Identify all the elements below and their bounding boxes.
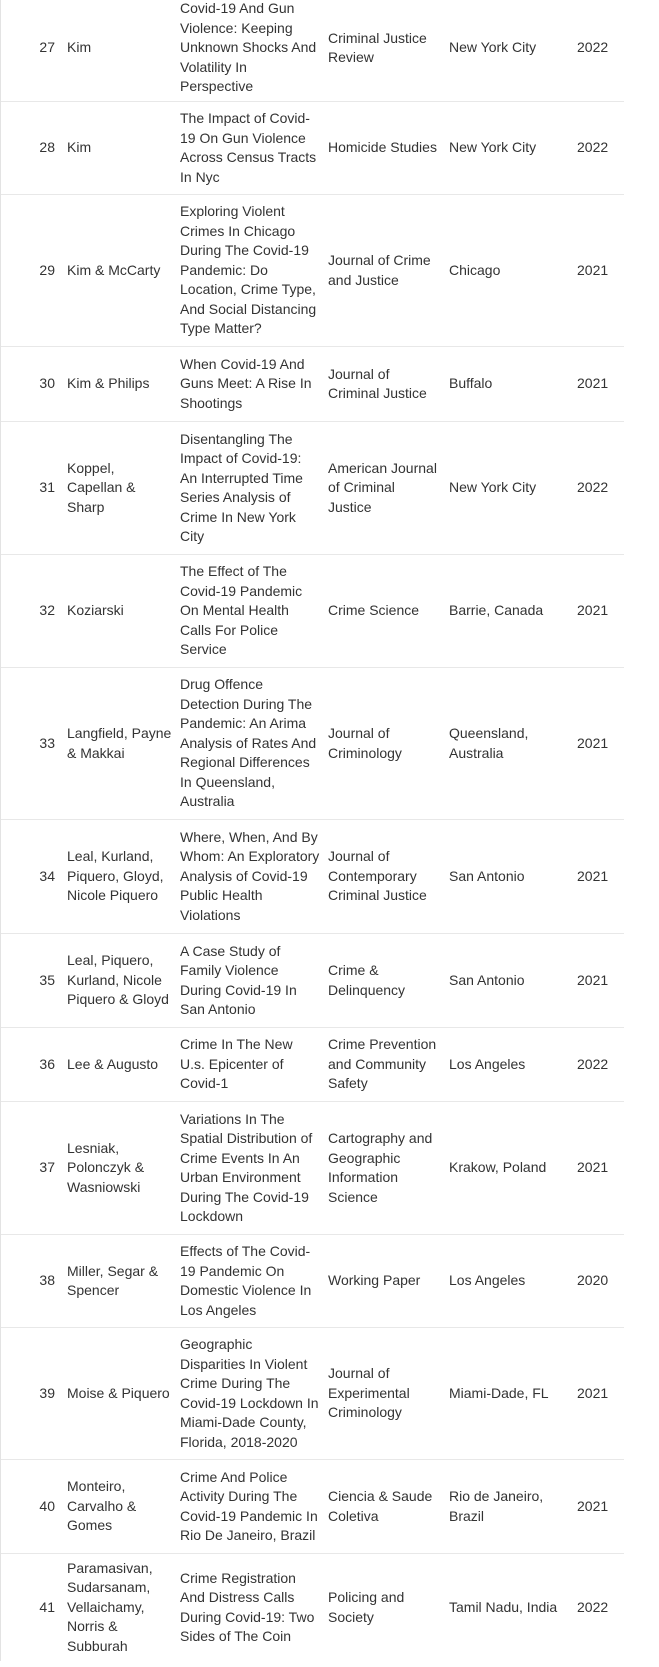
title-cell: The Impact of Covid-19 On Gun Violence Across Census Tracts In Nyc [180, 110, 317, 185]
title-cell: The Effect of The Covid-19 Pandemic On Mental Health Calls For Police Service [180, 563, 303, 658]
table-row [1, 1028, 624, 1102]
table-row [1, 1554, 624, 1661]
row-number: 27 [39, 39, 55, 56]
row-number: 41 [39, 1598, 55, 1615]
year-cell: 2021 [577, 971, 609, 988]
author-cell: Koziarski [67, 602, 124, 619]
author-cell: Langfield, Payne & Makkai [67, 725, 172, 761]
table-row [1, 0, 624, 102]
table-row [1, 668, 624, 820]
title-cell: Variations In The Spatial Distribution of Crime Events In An Urban Environment During The Covid-19 Lockdown [180, 1110, 313, 1224]
location-cell: Buffalo [449, 375, 493, 392]
journal-cell: Criminal Justice Review [328, 29, 427, 65]
title-cell: A Case Study of Family Violence During Covid-19 In San Antonio [180, 942, 297, 1017]
journal-cell: Policing and Society [328, 1589, 405, 1625]
journal-cell: American Journal of Criminal Justice [328, 459, 437, 515]
location-cell: New York City [449, 39, 537, 56]
author-cell: Kim [67, 39, 92, 56]
author-cell: Koppel, Capellan & Sharp [67, 459, 136, 515]
year-cell: 2022 [577, 1598, 609, 1615]
author-cell: Moise & Piquero [67, 1384, 170, 1401]
author-cell: Leal, Piquero, Kurland, Nicole Piquero & Gloyd [67, 952, 169, 1008]
journal-cell: Crime Science [328, 602, 420, 619]
location-cell: Barrie, Canada [449, 602, 544, 619]
table-row [1, 1328, 624, 1460]
year-cell: 2021 [577, 1159, 609, 1176]
row-number: 36 [39, 1055, 55, 1072]
journal-cell: Journal of Contemporary Criminal Justice [328, 848, 427, 904]
location-cell: San Antonio [449, 971, 525, 988]
row-number: 28 [39, 139, 55, 156]
year-cell: 2020 [577, 1272, 609, 1289]
title-cell: Geographic Disparities In Violent Crime During The Covid-19 Lockdown In Miami-Dade County, Florida, 2018-2020 [180, 1336, 319, 1450]
year-cell: 2021 [577, 734, 609, 751]
author-cell: Leal, Kurland, Piquero, Gloyd, Nicole Piquero [67, 848, 164, 904]
location-cell: Los Angeles [449, 1055, 526, 1072]
table-row [1, 422, 624, 555]
location-cell: Los Angeles [449, 1272, 526, 1289]
year-cell: 2021 [577, 261, 609, 278]
row-number: 39 [39, 1384, 55, 1401]
year-cell: 2021 [577, 1384, 609, 1401]
journal-cell: Journal of Criminology [328, 725, 402, 761]
author-cell: Kim [67, 139, 92, 156]
location-cell: New York City [449, 139, 537, 156]
author-cell: Lesniak, Polonczyk & Wasniowski [67, 1139, 145, 1195]
year-cell: 2021 [577, 1497, 609, 1514]
location-cell: Krakow, Poland [449, 1159, 547, 1176]
location-cell: San Antonio [449, 867, 525, 884]
table-row [1, 1102, 624, 1235]
journal-cell: Crime & Delinquency [328, 962, 406, 998]
year-cell: 2021 [577, 375, 609, 392]
author-cell: Monteiro, Carvalho & Gomes [67, 1478, 137, 1534]
table-row [1, 102, 624, 195]
table-row [1, 1460, 624, 1554]
year-cell: 2022 [577, 139, 609, 156]
location-cell: Tamil Nadu, India [449, 1598, 558, 1615]
location-cell: Miami-Dade, FL [449, 1384, 549, 1401]
year-cell: 2021 [577, 602, 609, 619]
author-cell: Paramasivan, Sudarsanam, Vellaichamy, Norris & Subburah [67, 1559, 153, 1654]
journal-cell: Crime Prevention and Community Safety [328, 1036, 437, 1092]
row-number: 37 [39, 1159, 55, 1176]
journal-cell: Journal of Experimental Criminology [328, 1365, 410, 1421]
journal-cell: Working Paper [328, 1272, 421, 1289]
author-cell: Miller, Segar & Spencer [67, 1262, 159, 1298]
table-row [1, 195, 624, 347]
title-cell: Crime Registration And Distress Calls During Covid-19: Two Sides of The Coin [180, 1569, 315, 1644]
year-cell: 2022 [577, 1055, 609, 1072]
row-number: 34 [39, 867, 55, 884]
location-cell: Queensland, Australia [449, 725, 529, 761]
title-cell: When Covid-19 And Guns Meet: A Rise In Shootings [180, 355, 312, 411]
title-cell: Drug Offence Detection During The Pandemic: An Arima Analysis of Rates And Regional Differences In Queensland, Australia [180, 676, 317, 810]
year-cell: 2022 [577, 39, 609, 56]
journal-cell: Ciencia & Saude Coletiva [328, 1488, 433, 1524]
location-cell: Rio de Janeiro, Brazil [449, 1488, 544, 1524]
row-number: 30 [39, 375, 55, 392]
journal-cell: Cartography and Geographic Information Science [328, 1130, 433, 1205]
journal-cell: Journal of Crime and Justice [328, 252, 431, 288]
title-cell: Covid-19 And Gun Violence: Keeping Unknown Shocks And Volatility In Perspective [180, 0, 317, 95]
title-cell: Crime In The New U.s. Epicenter of Covid-1 [180, 1036, 293, 1092]
year-cell: 2021 [577, 867, 609, 884]
title-cell: Exploring Violent Crimes In Chicago During The Covid-19 Pandemic: Do Location, Crime Type, And Social Distancing Type Matter? [180, 203, 317, 337]
year-cell: 2022 [577, 479, 609, 496]
table-row [1, 934, 624, 1028]
title-cell: Crime And Police Activity During The Covid-19 Pandemic In Rio De Janeiro, Brazil [180, 1468, 318, 1543]
author-cell: Kim & Philips [67, 375, 150, 392]
location-cell: New York City [449, 479, 537, 496]
table-row [1, 1235, 624, 1328]
title-cell: Where, When, And By Whom: An Exploratory Analysis of Covid-19 Public Health Violations [180, 828, 320, 923]
row-number: 32 [39, 602, 55, 619]
row-number: 38 [39, 1272, 55, 1289]
journal-cell: Journal of Criminal Justice [328, 365, 427, 401]
row-number: 35 [39, 971, 55, 988]
row-number: 29 [39, 261, 55, 278]
table-row [1, 347, 624, 422]
author-cell: Lee & Augusto [67, 1055, 159, 1072]
title-cell: Disentangling The Impact of Covid-19: An Interrupted Time Series Analysis of Crime In New York City [180, 430, 303, 544]
location-cell: Chicago [449, 261, 501, 278]
title-cell: Effects of The Covid-19 Pandemic On Domestic Violence In Los Angeles [180, 1243, 312, 1318]
table-row [1, 820, 624, 934]
table-row [1, 555, 624, 668]
journal-cell: Homicide Studies [328, 139, 437, 156]
row-number: 31 [39, 479, 55, 496]
row-number: 33 [39, 734, 55, 751]
author-cell: Kim & McCarty [67, 261, 161, 278]
row-number: 40 [39, 1497, 55, 1514]
